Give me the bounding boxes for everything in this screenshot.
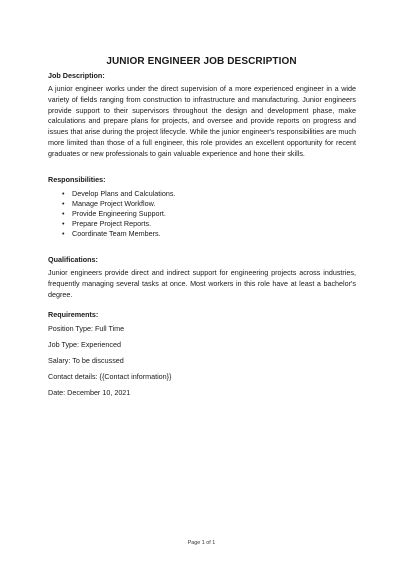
responsibility-text: Manage Project Workflow. [72, 199, 156, 208]
date: Date: December 10, 2021 [48, 388, 131, 397]
bullet-icon: • [62, 219, 65, 228]
list-item [62, 209, 175, 219]
bullet-icon: • [62, 199, 65, 208]
list-item [62, 199, 175, 209]
page-footer: Page 1 of 1 [187, 540, 216, 546]
list-item [62, 189, 175, 199]
responsibilities-list [62, 189, 175, 239]
bullet-icon: • [62, 229, 65, 238]
qualifications-body: Junior engineers provide direct and indirect support for engineering projects across industries, frequently managing several tasks at once. Most workers in this role have at least a bachelor's degree. [48, 268, 356, 299]
list-item [62, 219, 175, 229]
position-type: Position Type: Full Time [48, 324, 125, 333]
job-description-heading: Job Description: [48, 71, 105, 80]
bullet-icon: • [62, 209, 65, 218]
responsibilities-heading: Responsibilities: [48, 175, 106, 184]
requirements-heading: Requirements: [48, 310, 99, 319]
salary: Salary: To be discussed [48, 356, 124, 365]
qualifications-heading: Qualifications: [48, 255, 98, 264]
responsibility-text: Provide Engineering Support. [72, 209, 166, 218]
job-type: Job Type: Experienced [48, 340, 121, 349]
contact-details: Contact details: {{Contact information}} [48, 372, 172, 381]
responsibility-text: Coordinate Team Members. [72, 229, 161, 238]
responsibility-text: Develop Plans and Calculations. [72, 189, 176, 198]
bullet-icon: • [62, 189, 65, 198]
list-item [62, 229, 175, 239]
responsibility-text: Prepare Project Reports. [72, 219, 152, 228]
document-title: JUNIOR ENGINEER JOB DESCRIPTION [106, 56, 297, 67]
job-description-body: A junior engineer works under the direct supervision of a more experienced engineer in a wide variety of fields ranging from construction to infrastructure and manufacturing. Junior engineers provide support to their supervisors throughout the design and development phase, make calculations and prepare plans for projects, and oversee and provide reports on progress and issues that arise during the project lifecycle. While the junior engineer's responsibilities are much more limited than those of a full engineer, this role provides an excellent opportunity for recent graduates or new professionals to gain valuable experience and hone their skills. [48, 84, 356, 158]
